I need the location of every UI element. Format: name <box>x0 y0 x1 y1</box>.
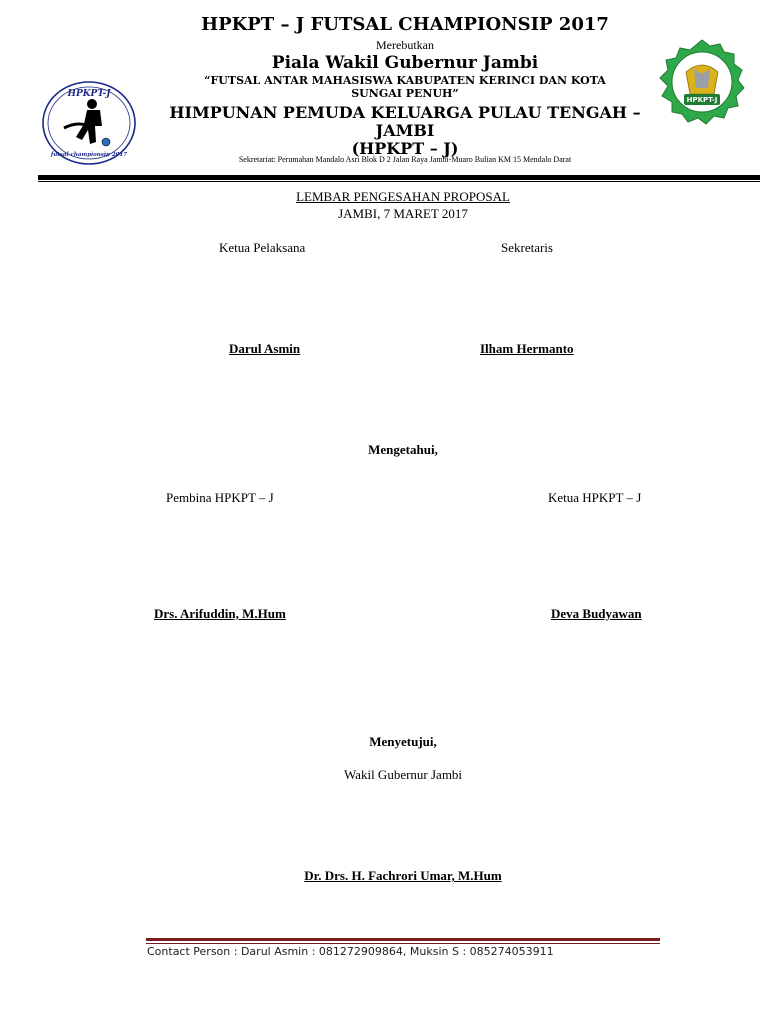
document-title: LEMBAR PENGESAHAN PROPOSAL <box>296 189 510 204</box>
wakil-gubernur-label: Wakil Gubernur Jambi <box>343 767 463 782</box>
event-description-line-2: SUNGAI PENUH” <box>351 87 459 100</box>
sekretaris-name: Ilham Hermanto <box>480 341 574 356</box>
championship-title: HPKPT – J FUTSAL CHAMPIONSIP 2017 <box>201 14 609 35</box>
contact-person: Contact Person : Darul Asmin : 081272909864, Muksin S : 085274053911 <box>147 945 554 958</box>
trophy-title: Piala Wakil Gubernur Jambi <box>271 53 539 73</box>
header-rule-thick <box>38 175 760 180</box>
organization-abbreviation: (HPKPT – J) <box>351 139 459 158</box>
organization-name <box>150 104 660 158</box>
hpkpt-j-organization-logo <box>656 38 748 126</box>
svg-text:futsal championsip 2017: futsal championsip 2017 <box>50 152 128 158</box>
sekretaris-label: Sekretaris <box>501 240 553 255</box>
pembina-label: Pembina HPKPT – J <box>166 490 274 505</box>
ketua-pelaksana-label: Ketua Pelaksana <box>219 240 306 255</box>
organization-name-line-1: HIMPUNAN PEMUDA KELUARGA PULAU TENGAH – <box>169 103 641 122</box>
ketua-hpkpt-name: Deva Budyawan <box>551 606 642 621</box>
event-description <box>160 74 650 100</box>
merebutkan-label: Merebutkan <box>376 38 434 52</box>
svg-text:HPKPT-J: HPKPT-J <box>67 89 111 99</box>
footer-rule-thin <box>146 943 660 944</box>
secretariat-address: Sekretariat: Perumahan Mandalo Asri Blok D 2 Jalan Raya Jambi-Muaro Bulian KM 15 Mendalo Darat <box>238 155 572 164</box>
footer-rule-thick <box>146 938 660 941</box>
ketua-hpkpt-label: Ketua HPKPT – J <box>548 490 642 505</box>
organization-name-line-2: JAMBI <box>375 121 435 140</box>
ketua-pelaksana-name: Darul Asmin <box>229 341 301 356</box>
wakil-gubernur-name: Dr. Drs. H. Fachrori Umar, M.Hum <box>304 868 502 883</box>
event-description-line-1: “FUTSAL ANTAR MAHASISWA KABUPATEN KERINCI DAN KOTA <box>204 74 606 87</box>
menyetujui-label: Menyetujui, <box>369 734 437 749</box>
svg-text:HPKPT-J: HPKPT-J <box>686 96 718 104</box>
pembina-name: Drs. Arifuddin, M.Hum <box>154 606 286 621</box>
hpkpt-j-futsal-logo <box>40 80 138 166</box>
document-date: JAMBI, 7 MARET 2017 <box>338 206 468 221</box>
header-rule-thin <box>38 181 760 182</box>
mengetahui-label: Mengetahui, <box>368 442 438 457</box>
